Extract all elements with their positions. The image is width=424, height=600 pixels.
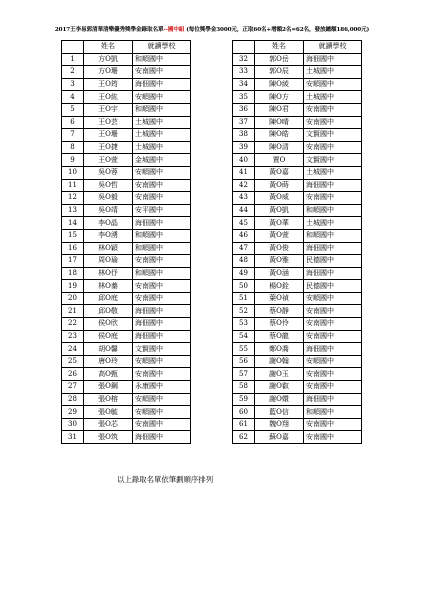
ordering-note: 以上錄取名單依筆劃順序排列 (117, 475, 214, 484)
row-number: 30 (62, 418, 84, 431)
table-row (233, 355, 362, 368)
table-row (233, 267, 362, 280)
table-row (62, 192, 191, 205)
row-number: 50 (233, 280, 255, 293)
row-number: 47 (233, 242, 255, 255)
header-school: 就讀學校 (133, 41, 191, 54)
table-row (233, 204, 362, 217)
school-name: 文賢國中 (304, 154, 362, 167)
school-name: 安順國中 (133, 91, 191, 104)
row-number: 25 (62, 355, 84, 368)
table-row (233, 343, 362, 356)
school-name: 安南國中 (304, 368, 362, 381)
school-name: 安順國中 (304, 78, 362, 91)
table-row (62, 280, 191, 293)
table-row (62, 393, 191, 406)
table-row (62, 305, 191, 318)
school-name: 和順國中 (133, 267, 191, 280)
table-row (62, 204, 191, 217)
row-number: 21 (62, 305, 84, 318)
row-number: 5 (62, 103, 84, 116)
school-name: 海佃國中 (304, 267, 362, 280)
table-row (233, 116, 362, 129)
school-name: 安南國中 (304, 418, 362, 431)
title-dash: -- (163, 27, 168, 33)
row-number: 28 (62, 393, 84, 406)
table-row (62, 368, 191, 381)
row-number: 58 (233, 381, 255, 394)
table-header-row (62, 41, 191, 54)
table-row (233, 166, 362, 179)
school-name: 民德國中 (304, 255, 362, 268)
student-name: 黃O威 (255, 192, 304, 205)
table-row (62, 129, 191, 142)
school-name: 海佃國中 (304, 393, 362, 406)
school-name: 安南國中 (304, 305, 362, 318)
student-name: 謝O嬛 (255, 393, 304, 406)
school-name: 海佃國中 (133, 305, 191, 318)
school-name: 文賢國中 (133, 343, 191, 356)
table-row (233, 280, 362, 293)
table-row (233, 154, 362, 167)
table-row (62, 78, 191, 91)
student-name: 張O毓 (84, 406, 133, 419)
school-name: 安順國中 (133, 355, 191, 368)
school-name: 土城國中 (133, 116, 191, 129)
table-row (233, 305, 362, 318)
row-number: 17 (62, 255, 84, 268)
student-name: 黃O嘉 (255, 166, 304, 179)
table-row (62, 418, 191, 431)
row-number: 33 (233, 66, 255, 79)
student-name: 謝O翰 (255, 355, 304, 368)
student-name: 蘇O嘉 (255, 431, 304, 444)
school-name: 安平國中 (133, 204, 191, 217)
row-number: 36 (233, 103, 255, 116)
table-row (62, 154, 191, 167)
student-name: 葉O禎 (255, 292, 304, 305)
student-name: 陳O綾 (255, 78, 304, 91)
student-name: 侯O欣 (84, 318, 133, 331)
row-number: 53 (233, 318, 255, 331)
row-number: 18 (62, 267, 84, 280)
student-name: 林O穎 (84, 242, 133, 255)
school-name: 海佃國中 (133, 217, 191, 230)
student-name: 方O珊 (84, 66, 133, 79)
student-name: 林O伃 (84, 267, 133, 280)
table-row (233, 292, 362, 305)
row-number: 55 (233, 343, 255, 356)
row-number: 42 (233, 179, 255, 192)
student-name: 方O凱 (84, 53, 133, 66)
row-number: 1 (62, 53, 84, 66)
table-row (62, 355, 191, 368)
school-name: 土城國中 (304, 166, 362, 179)
row-number: 27 (62, 381, 84, 394)
table-row (62, 431, 191, 444)
row-number: 15 (62, 229, 84, 242)
school-name: 土城國中 (304, 66, 362, 79)
school-name: 安順國中 (133, 406, 191, 419)
table-row (62, 66, 191, 79)
student-name: 高O甄 (84, 368, 133, 381)
row-number: 31 (62, 431, 84, 444)
student-name: 楊O銓 (255, 280, 304, 293)
roster-table-right (232, 40, 362, 444)
school-name: 安順國中 (304, 355, 362, 368)
header-no (62, 41, 84, 54)
school-name: 和順國中 (133, 103, 191, 116)
table-row (62, 267, 191, 280)
table-row (233, 91, 362, 104)
student-name: 黃O雅 (255, 255, 304, 268)
table-row (62, 343, 191, 356)
table-row (62, 103, 191, 116)
table-row (62, 179, 191, 192)
row-number: 48 (233, 255, 255, 268)
table-row (62, 141, 191, 154)
school-name: 安南國中 (133, 179, 191, 192)
row-number: 24 (62, 343, 84, 356)
row-number: 10 (62, 166, 84, 179)
school-name: 和順國中 (304, 229, 362, 242)
school-name: 海佃國中 (304, 179, 362, 192)
school-name: 安順國中 (304, 292, 362, 305)
table-row (62, 330, 191, 343)
row-number: 60 (233, 406, 255, 419)
student-name: 賈O (255, 154, 304, 167)
school-name: 安南國中 (133, 292, 191, 305)
header-name: 姓名 (84, 41, 133, 54)
school-name: 土城國中 (133, 129, 191, 142)
student-name: 吳O蓉 (84, 166, 133, 179)
student-name: 陳O清 (255, 141, 304, 154)
row-number: 43 (233, 192, 255, 205)
row-number: 22 (62, 318, 84, 331)
student-name: 蔡O伶 (255, 318, 304, 331)
header-no (233, 41, 255, 54)
table-row (233, 242, 362, 255)
title-detail: (每位獎學金3000元，正取60名+增額2名=62名，發放總額186,000元) (186, 27, 370, 33)
row-number: 4 (62, 91, 84, 104)
school-name: 安南國中 (133, 192, 191, 205)
table-row (233, 255, 362, 268)
school-name: 和順國中 (133, 242, 191, 255)
row-number: 45 (233, 217, 255, 230)
student-name: 林O蓁 (84, 280, 133, 293)
row-number: 57 (233, 368, 255, 381)
row-number: 2 (62, 66, 84, 79)
school-name: 和順國中 (133, 229, 191, 242)
row-number: 9 (62, 154, 84, 167)
school-name: 海佃國中 (133, 431, 191, 444)
student-name: 黃O涵 (255, 267, 304, 280)
title-highlight: 國中組 (167, 27, 185, 33)
student-name: 鄭O喬 (255, 343, 304, 356)
student-name: 侯O庭 (84, 330, 133, 343)
table-row (233, 318, 362, 331)
student-name: 周O瑜 (84, 255, 133, 268)
student-name: 張O芯 (84, 418, 133, 431)
student-name: 黃O萱 (255, 229, 304, 242)
row-number: 32 (233, 53, 255, 66)
student-name: 魏O翔 (255, 418, 304, 431)
table-row (62, 255, 191, 268)
school-name: 和順國中 (133, 53, 191, 66)
row-number: 35 (233, 91, 255, 104)
student-name: 張O鋼 (84, 381, 133, 394)
student-name: 王O宇 (84, 103, 133, 116)
row-number: 54 (233, 330, 255, 343)
student-name: 黃O華 (255, 217, 304, 230)
row-number: 56 (233, 355, 255, 368)
row-number: 34 (233, 78, 255, 91)
student-name: 黃O凱 (255, 204, 304, 217)
school-name: 和順國中 (304, 406, 362, 419)
school-name: 安南國中 (133, 418, 191, 431)
student-name: 邱O敬 (84, 305, 133, 318)
student-name: 陳O皓 (255, 129, 304, 142)
row-number: 26 (62, 368, 84, 381)
table-row (233, 66, 362, 79)
school-name: 土城國中 (304, 217, 362, 230)
table-row (62, 229, 191, 242)
roster-table-left (61, 40, 191, 444)
table-row (233, 141, 362, 154)
row-number: 38 (233, 129, 255, 142)
row-number: 6 (62, 116, 84, 129)
student-name: 吳O哲 (84, 179, 133, 192)
school-name: 海佃國中 (304, 53, 362, 66)
student-name: 謝O玉 (255, 368, 304, 381)
table-row (62, 406, 191, 419)
table-row (62, 91, 191, 104)
row-number: 37 (233, 116, 255, 129)
row-number: 16 (62, 242, 84, 255)
row-number: 7 (62, 129, 84, 142)
student-name: 蔡O靜 (255, 305, 304, 318)
row-number: 41 (233, 166, 255, 179)
school-name: 安南國中 (133, 280, 191, 293)
table-row (233, 217, 362, 230)
student-name: 王O芸 (84, 116, 133, 129)
row-number: 52 (233, 305, 255, 318)
school-name: 安南國中 (304, 431, 362, 444)
school-name: 海佃國中 (133, 318, 191, 331)
student-name: 張O榕 (84, 393, 133, 406)
school-name: 文賢國中 (304, 129, 362, 142)
student-name: 吳O靖 (84, 204, 133, 217)
row-number: 44 (233, 204, 255, 217)
student-name: 陳O晴 (255, 116, 304, 129)
student-name: 邱O庭 (84, 292, 133, 305)
school-name: 安順國中 (133, 166, 191, 179)
row-number: 40 (233, 154, 255, 167)
school-name: 海佃國中 (133, 330, 191, 343)
row-number: 23 (62, 330, 84, 343)
student-name: 蔡O龍 (255, 330, 304, 343)
row-number: 19 (62, 280, 84, 293)
title-main: 2017王李易郭清華清樂優秀獎學金錄取名單 (54, 27, 164, 33)
table-row (62, 292, 191, 305)
row-number: 62 (233, 431, 255, 444)
table-row (62, 217, 191, 230)
row-number: 12 (62, 192, 84, 205)
student-name: 吳O毅 (84, 192, 133, 205)
student-name: 藍O信 (255, 406, 304, 419)
table-row (62, 242, 191, 255)
school-name: 安南國中 (133, 255, 191, 268)
table-row (233, 418, 362, 431)
student-name: 胡O馨 (84, 343, 133, 356)
school-name: 海佃國中 (304, 242, 362, 255)
row-number: 49 (233, 267, 255, 280)
row-number: 46 (233, 229, 255, 242)
table-row (62, 381, 191, 394)
document-title (0, 25, 424, 33)
student-name: 王O紘 (84, 91, 133, 104)
row-number: 3 (62, 78, 84, 91)
row-number: 39 (233, 141, 255, 154)
student-name: 陳O方 (255, 91, 304, 104)
student-name: 李O湧 (84, 229, 133, 242)
table-row (233, 53, 362, 66)
student-name: 郭O辰 (255, 66, 304, 79)
table-row (233, 381, 362, 394)
student-name: 王O捷 (84, 141, 133, 154)
school-name: 安南國中 (133, 66, 191, 79)
school-name: 安南國中 (304, 141, 362, 154)
table-row (62, 166, 191, 179)
table-header-row (233, 41, 362, 54)
school-name: 海佃國中 (133, 78, 191, 91)
school-name: 民德國中 (304, 280, 362, 293)
table-row (233, 78, 362, 91)
row-number: 14 (62, 217, 84, 230)
table-row (233, 129, 362, 142)
student-name: 王O萱 (84, 154, 133, 167)
row-number: 29 (62, 406, 84, 419)
row-number: 8 (62, 141, 84, 154)
school-name: 土城國中 (304, 91, 362, 104)
school-name: 永康國中 (133, 381, 191, 394)
header-school: 就讀學校 (304, 41, 362, 54)
table-row (233, 431, 362, 444)
student-name: 王O珊 (84, 129, 133, 142)
student-name: 李O晶 (84, 217, 133, 230)
school-name: 安南國中 (304, 381, 362, 394)
school-name: 安順國中 (133, 393, 191, 406)
table-row (233, 393, 362, 406)
row-number: 51 (233, 292, 255, 305)
row-number: 13 (62, 204, 84, 217)
row-number: 11 (62, 179, 84, 192)
school-name: 安南國中 (304, 318, 362, 331)
student-name: 黃O蒔 (255, 179, 304, 192)
table-row (62, 53, 191, 66)
table-row (233, 229, 362, 242)
school-name: 安南國中 (304, 103, 362, 116)
table-row (233, 368, 362, 381)
school-name: 安南國中 (304, 192, 362, 205)
table-row (62, 318, 191, 331)
student-name: 郭O岳 (255, 53, 304, 66)
table-row (233, 330, 362, 343)
school-name: 金城國中 (133, 154, 191, 167)
table-row (233, 179, 362, 192)
row-number: 61 (233, 418, 255, 431)
row-number: 59 (233, 393, 255, 406)
student-name: 王O筠 (84, 78, 133, 91)
student-name: 謝O叡 (255, 381, 304, 394)
school-name: 安南國中 (133, 368, 191, 381)
school-name: 安南國中 (304, 116, 362, 129)
student-name: 唐O玲 (84, 355, 133, 368)
header-name: 姓名 (255, 41, 304, 54)
school-name: 安南國中 (304, 330, 362, 343)
student-name: 黃O俊 (255, 242, 304, 255)
row-number: 20 (62, 292, 84, 305)
table-row (233, 406, 362, 419)
student-name: 陳O君 (255, 103, 304, 116)
school-name: 和順國中 (304, 204, 362, 217)
table-row (233, 192, 362, 205)
table-row (62, 116, 191, 129)
school-name: 海佃國中 (304, 343, 362, 356)
student-name: 張O筑 (84, 431, 133, 444)
school-name: 土城國中 (133, 141, 191, 154)
table-row (233, 103, 362, 116)
